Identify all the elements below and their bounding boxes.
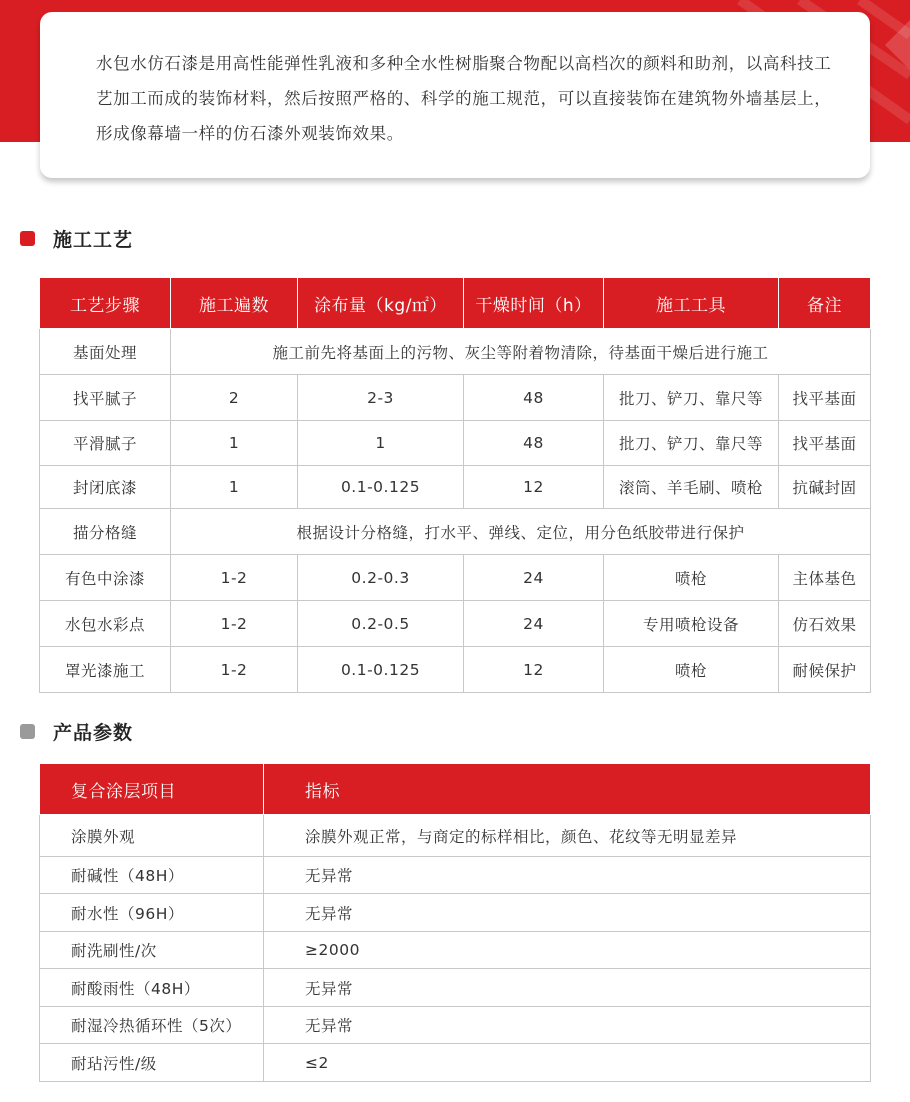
section-header-process [20, 224, 133, 252]
section-title-process: 施工工艺 [53, 228, 134, 251]
step-cell: 基面处理 [40, 329, 171, 375]
item-cell: 耐湿冷热循环性（5次） [40, 1007, 264, 1044]
intro-card [40, 12, 870, 178]
amount-cell: 0.2-0.3 [298, 555, 464, 601]
remark-cell: 主体基色 [779, 555, 871, 601]
note-cell: 施工前先将基面上的污物、灰尘等附着物清除，待基面干燥后进行施工 [171, 329, 871, 375]
process-table [39, 277, 871, 693]
dry-cell: 24 [464, 601, 604, 647]
table-row [40, 647, 871, 693]
dry-cell: 12 [464, 647, 604, 693]
step-cell: 封闭底漆 [40, 466, 171, 509]
amount-cell: 1 [298, 421, 464, 466]
note-cell: 根据设计分格缝，打水平、弹线、定位，用分色纸胶带进行保护 [171, 509, 871, 555]
table-row [40, 329, 871, 375]
section-marker-gray [20, 724, 35, 739]
dry-cell: 48 [464, 375, 604, 421]
tools-cell: 喷枪 [604, 555, 779, 601]
header-cell: 工艺步骤 [40, 278, 171, 329]
dry-cell: 12 [464, 466, 604, 509]
item-cell: 耐水性（96H） [40, 894, 264, 932]
dry-cell: 48 [464, 421, 604, 466]
section-marker-red [20, 231, 35, 246]
value-cell: ≥2000 [264, 932, 871, 969]
amount-cell: 0.1-0.125 [298, 466, 464, 509]
table-row [40, 375, 871, 421]
coats-cell: 1-2 [171, 555, 298, 601]
table-row [40, 421, 871, 466]
dry-cell: 24 [464, 555, 604, 601]
table-row [40, 932, 871, 969]
tools-cell: 批刀、铲刀、靠尺等 [604, 421, 779, 466]
step-cell: 有色中涂漆 [40, 555, 171, 601]
value-cell: ≤2 [264, 1044, 871, 1082]
table-row [40, 894, 871, 932]
header-cell: 指标 [264, 764, 871, 815]
value-cell: 无异常 [264, 857, 871, 894]
step-cell: 找平腻子 [40, 375, 171, 421]
table-row [40, 466, 871, 509]
table-row [40, 969, 871, 1007]
amount-cell: 0.2-0.5 [298, 601, 464, 647]
header-cell: 备注 [779, 278, 871, 329]
header-cell: 施工遍数 [171, 278, 298, 329]
table-row [40, 1007, 871, 1044]
remark-cell: 找平基面 [779, 375, 871, 421]
item-cell: 涂膜外观 [40, 815, 264, 857]
table-header-row [40, 278, 871, 329]
table-row [40, 601, 871, 647]
table-row [40, 509, 871, 555]
remark-cell: 抗碱封固 [779, 466, 871, 509]
intro-text: 水包水仿石漆是用高性能弹性乳液和多种全水性树脂聚合物配以高档次的颜料和助剂，以高科技工艺加工而成的装饰材料，然后按照严格的、科学的施工规范，可以直接装饰在建筑物外墙基层上，形成像幕墙一样的仿石漆外观装饰效果。 [96, 54, 832, 143]
amount-cell: 0.1-0.125 [298, 647, 464, 693]
section-title-params: 产品参数 [53, 721, 134, 744]
table-row [40, 815, 871, 857]
table-header-row [40, 764, 871, 815]
step-cell: 描分格缝 [40, 509, 171, 555]
tools-cell: 滚筒、羊毛刷、喷枪 [604, 466, 779, 509]
section-header-params [20, 717, 133, 745]
coats-cell: 1 [171, 421, 298, 466]
item-cell: 耐玷污性/级 [40, 1044, 264, 1082]
table-row [40, 555, 871, 601]
item-cell: 耐碱性（48H） [40, 857, 264, 894]
table-row [40, 857, 871, 894]
amount-cell: 2-3 [298, 375, 464, 421]
step-cell: 罩光漆施工 [40, 647, 171, 693]
params-table [39, 763, 871, 1082]
header-cell: 干燥时间（h） [464, 278, 604, 329]
item-cell: 耐洗刷性/次 [40, 932, 264, 969]
tools-cell: 批刀、铲刀、靠尺等 [604, 375, 779, 421]
remark-cell: 仿石效果 [779, 601, 871, 647]
remark-cell: 耐候保护 [779, 647, 871, 693]
value-cell: 无异常 [264, 894, 871, 932]
coats-cell: 1-2 [171, 601, 298, 647]
tools-cell: 喷枪 [604, 647, 779, 693]
value-cell: 无异常 [264, 1007, 871, 1044]
step-cell: 平滑腻子 [40, 421, 171, 466]
value-cell: 无异常 [264, 969, 871, 1007]
header-cell: 复合涂层项目 [40, 764, 264, 815]
coats-cell: 1 [171, 466, 298, 509]
coats-cell: 1-2 [171, 647, 298, 693]
tools-cell: 专用喷枪设备 [604, 601, 779, 647]
remark-cell: 找平基面 [779, 421, 871, 466]
header-cell: 涂布量（kg/㎡） [298, 278, 464, 329]
item-cell: 耐酸雨性（48H） [40, 969, 264, 1007]
step-cell: 水包水彩点 [40, 601, 171, 647]
table-row [40, 1044, 871, 1082]
header-cell: 施工工具 [604, 278, 779, 329]
coats-cell: 2 [171, 375, 298, 421]
value-cell: 涂膜外观正常，与商定的标样相比，颜色、花纹等无明显差异 [264, 815, 871, 857]
